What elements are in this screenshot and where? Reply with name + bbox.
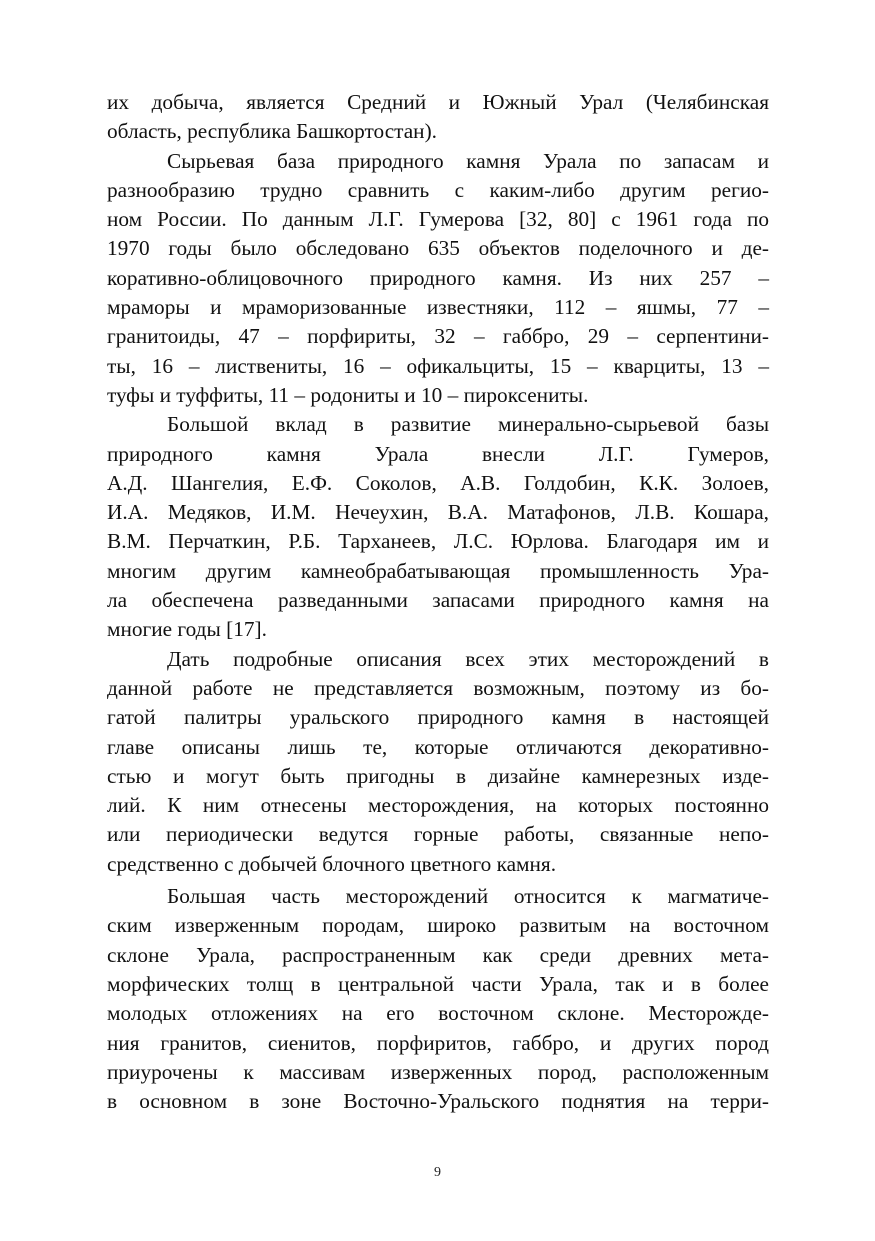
- text-line: разнообразию трудно сравнить с каким-либо другим регио-: [107, 177, 769, 202]
- text-line: морфических толщ в центральной части Урала, так и в более: [107, 971, 769, 996]
- text-line: Дать подробные описания всех этих месторождений в: [167, 646, 769, 671]
- text-line: ла обеспечена разведанными запасами природного камня на: [107, 588, 769, 613]
- text-line: Большой вклад в развитие минерально-сырьевой базы: [167, 412, 769, 437]
- paragraph: [107, 410, 769, 644]
- text-line: лий. К ним отнесены месторождения, на которых постоянно: [107, 793, 769, 818]
- text-line: А.Д. Шангелия, Е.Ф. Соколов, А.В. Голдобин, К.К. Золоев,: [107, 470, 769, 495]
- text-line: многие годы [17].: [107, 617, 267, 642]
- text-line: 1970 годы было обследовано 635 объектов поделочного и де-: [107, 236, 769, 261]
- text-line: в основном в зоне Восточно-Уральского поднятия на терри-: [107, 1089, 769, 1114]
- text-line: область, республика Башкортостан).: [107, 119, 437, 144]
- paragraph: [107, 882, 769, 1116]
- paragraph: [107, 88, 769, 147]
- body-text: [107, 88, 769, 1116]
- text-line: ты, 16 – листвениты, 16 – офикальциты, 15 – кварциты, 13 –: [107, 353, 769, 378]
- text-line: гатой палитры уральского природного камня в настоящей: [107, 705, 769, 730]
- text-line: гранитоиды, 47 – порфириты, 32 – габбро, 29 – серпентини-: [107, 324, 769, 349]
- text-line: или периодически ведутся горные работы, связанные непо-: [107, 822, 769, 847]
- text-line: В.М. Перчаткин, Р.Б. Тарханеев, Л.С. Юрлова. Благодаря им и: [107, 529, 769, 554]
- text-line: Большая часть месторождений относится к магматиче-: [167, 884, 769, 909]
- text-line: ским изверженным породам, широко развитым на восточном: [107, 913, 769, 938]
- text-line: их добыча, является Средний и Южный Урал (Челябинская: [107, 90, 769, 114]
- text-line: склоне Урала, распространенным как среди древних мета-: [107, 942, 769, 967]
- paragraph: [107, 645, 769, 879]
- text-line: мраморы и мраморизованные известняки, 112 – яшмы, 77 –: [107, 295, 769, 320]
- text-line: коративно-облицовочного природного камня. Из них 257 –: [107, 265, 769, 290]
- text-line: природного камня Урала внесли Л.Г. Гумеров,: [107, 441, 769, 466]
- paragraph: [107, 147, 769, 411]
- text-line: многим другим камнеобрабатывающая промышленность Ура-: [107, 558, 769, 583]
- text-line: Сырьевая база природного камня Урала по запасам и: [167, 148, 769, 173]
- text-line: ния гранитов, сиенитов, порфиритов, габбро, и других пород: [107, 1030, 769, 1055]
- text-line: приурочены к массивам изверженных пород, расположенным: [107, 1059, 769, 1084]
- text-line: стью и могут быть пригодны в дизайне камнерезных изде-: [107, 763, 769, 788]
- text-line: ном России. По данным Л.Г. Гумерова [32, 80] с 1961 года по: [107, 207, 769, 232]
- text-line: данной работе не представляется возможным, поэтому из бо-: [107, 675, 769, 700]
- text-line: туфы и туффиты, 11 – родониты и 10 – пироксениты.: [107, 382, 589, 407]
- text-line: молодых отложениях на его восточном склоне. Месторожде-: [107, 1001, 769, 1026]
- text-line: средственно с добычей блочного цветного камня.: [107, 851, 557, 876]
- text-line: главе описаны лишь те, которые отличаются декоративно-: [107, 734, 769, 759]
- text-line: И.А. Медяков, И.М. Нечеухин, В.А. Матафонов, Л.В. Кошара,: [107, 500, 769, 525]
- page-number: 9: [434, 1165, 441, 1180]
